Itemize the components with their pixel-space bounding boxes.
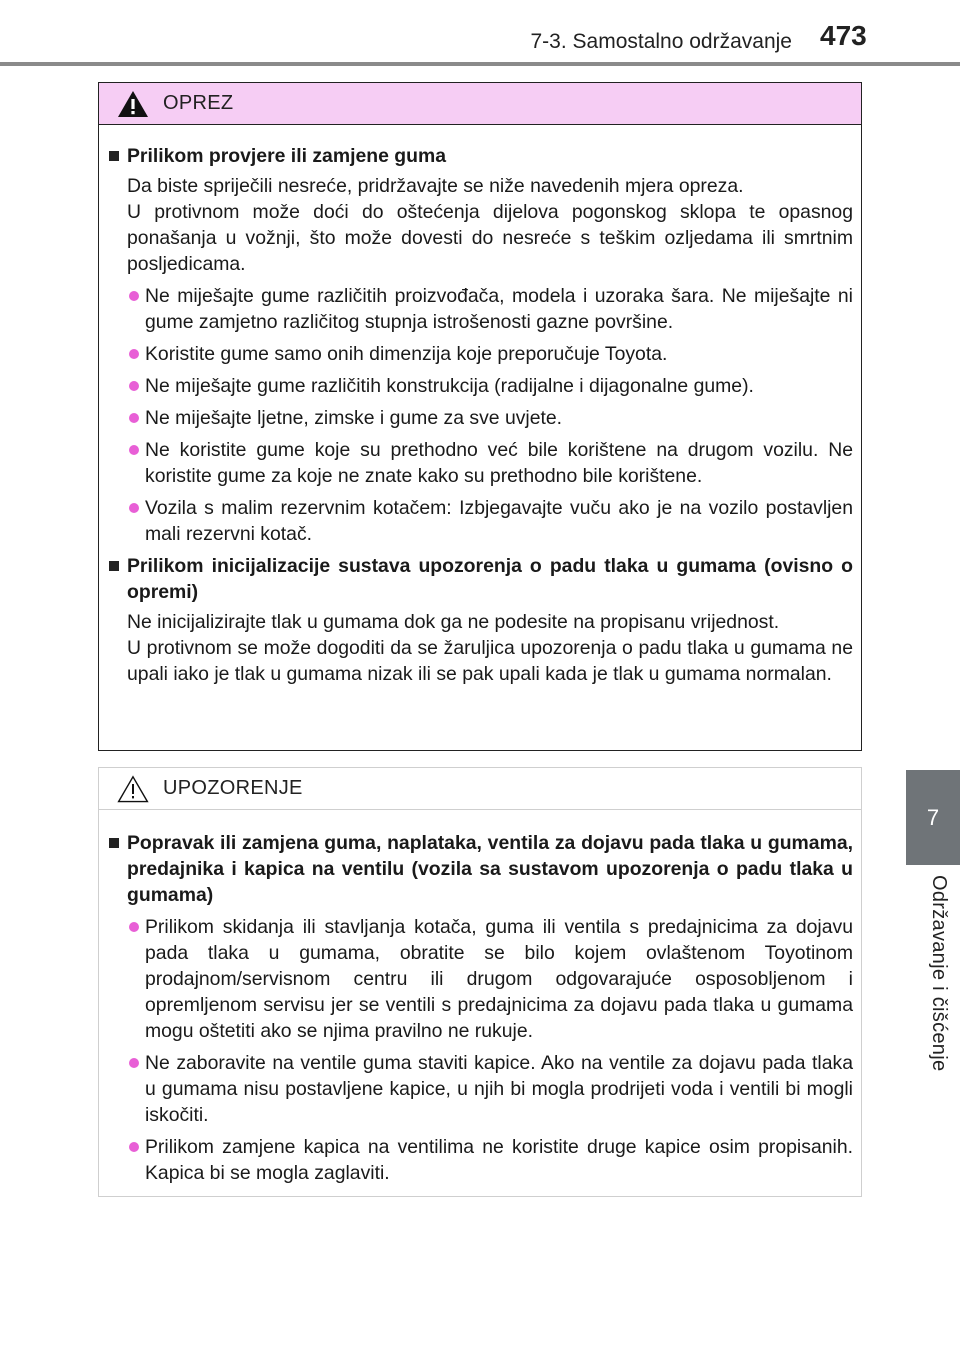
caution-section: [107, 143, 853, 547]
square-bullet-icon: [109, 151, 119, 161]
list-item: Ne zaboravite na ventile guma staviti kapice. Ako na ventile za dojavu pada tlaka u gumama nisu postavljene kapice, u njih bi mogla prodrijeti voda i ventili bi mogli iskočiti.: [127, 1050, 853, 1128]
section-title: 7-3. Samostalno održavanje: [530, 30, 792, 53]
list-item: Prilikom skidanja ili stavljanja kotača, guma ili ventila s predajnicima za dojavu pada tlaka u gumama, obratite se bilo kojem ovlaštenom Toyotinom prodajnom/servisnom centru ili drugom odgovarajuće osposobljenom i opremljenom servisu jer se ventili s predajnicima za dojavu pada tlaka u gumama mogu oštetiti ako se njima pravilno ne rukuje.: [127, 914, 853, 1044]
warning-label: UPOZORENJE: [163, 777, 303, 799]
caution-body: [99, 125, 861, 687]
square-bullet-icon: [109, 561, 119, 571]
list-item: Ne miješajte gume različitih proizvođača, modela i uzoraka šara. Ne miješajte ni gume zamjetno različitog stupnja istrošenosti gazne površine.: [127, 283, 853, 335]
warning-triangle-outline-icon: [117, 775, 149, 803]
warning-box: [98, 767, 862, 1197]
caution-box: [98, 82, 862, 751]
chapter-label: Održavanje i čišćenje: [928, 875, 950, 1072]
round-bullet-icon: [129, 445, 139, 455]
list-item: Koristite gume samo onih dimenzija koje preporučuje Toyota.: [127, 341, 853, 367]
caution-section: [107, 553, 853, 687]
list-item: Ne miješajte ljetne, zimske i gume za sve uvjete.: [127, 405, 853, 431]
round-bullet-icon: [129, 503, 139, 513]
section-heading: Popravak ili zamjena guma, naplataka, ventila za dojavu pada tlaka u gumama, predajnika i kapica na ventilu (vozila sa sustavom upozorenja o padu tlaka u gumama): [107, 830, 853, 908]
round-bullet-icon: [129, 1142, 139, 1152]
round-bullet-icon: [129, 291, 139, 301]
header-divider: [0, 62, 960, 66]
section-paragraph: Da biste spriječili nesreće, pridržavajte se niže navedenih mjera opreza. U protivnom može doći do oštećenja dijelova pogonskog sklopa te opasnog ponašanja u vožnji, što može dovesti do nesreće s teškim ozljedama ili smrtnim posljedicama.: [127, 175, 853, 275]
section-paragraph: Ne inicijalizirajte tlak u gumama dok ga ne podesite na propisanu vrijednost. U protivnom se može dogoditi da se žaruljica upozorenja o padu tlaka u gumama ne upali iako je tlak u gumama nizak ili se pak upali kada je tlak u gumama normalan.: [127, 611, 853, 685]
caution-header: [99, 83, 861, 125]
chapter-side-tab: [906, 0, 960, 1360]
warning-section: [107, 830, 853, 1186]
list-item: Vozila s malim rezervnim kotačem: Izbjegavajte vuču ako je na vozilo postavljen mali rezervni kotač.: [127, 495, 853, 547]
list-item: Ne koristite gume koje su prethodno već bile korištene na drugom vozilu. Ne koristite gume za koje ne znate kako su prethodno bile korištene.: [127, 437, 853, 489]
section-heading: Prilikom inicijalizacije sustava upozorenja o padu tlaka u gumama (ovisno o opremi): [107, 553, 853, 605]
round-bullet-icon: [129, 381, 139, 391]
list-item: Prilikom zamjene kapica na ventilima ne koristite druge kapice osim propisanih. Kapica bi se mogla zaglaviti.: [127, 1134, 853, 1186]
list-item: Ne miješajte gume različitih konstrukcija (radijalne i dijagonalne gume).: [127, 373, 853, 399]
warning-triangle-filled-icon: [117, 90, 149, 118]
round-bullet-icon: [129, 413, 139, 423]
chapter-number: 7: [906, 770, 960, 865]
section-heading: Prilikom provjere ili zamjene guma: [107, 143, 853, 169]
square-bullet-icon: [109, 838, 119, 848]
caution-label: OPREZ: [163, 92, 234, 114]
round-bullet-icon: [129, 349, 139, 359]
warning-header: [99, 768, 861, 810]
round-bullet-icon: [129, 922, 139, 932]
page-number: 473: [820, 20, 867, 51]
warning-body: [99, 810, 861, 1186]
round-bullet-icon: [129, 1058, 139, 1068]
